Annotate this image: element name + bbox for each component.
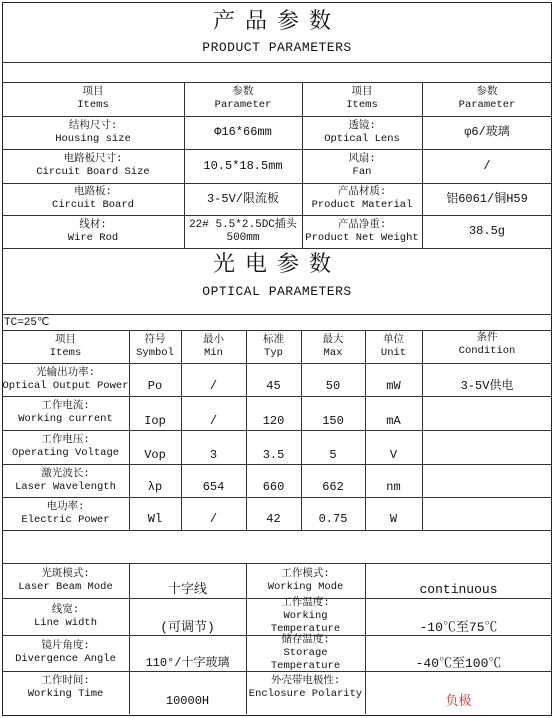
product-header-parameter-2: 参数 Parameter [458,86,516,111]
housing-size-value: Φ16*66mm [214,125,272,139]
optical-output-power-max: 50 [325,379,341,393]
working-temperature-label: 工作温度: Working Temperature [270,597,341,635]
operating-voltage-min: 3 [209,447,218,462]
optical-header-unit: 单位 Unit [380,333,407,359]
housing-size-label: 结构尺寸: Housing size [55,119,131,145]
optical-output-power-symbol: Po [147,379,163,393]
optical-header-min: 最小 Min [203,333,224,359]
net-weight-value: 38.5g [468,224,505,238]
working-mode-label: 工作模式: Working Mode [267,567,344,593]
optical-header-items: 项目 Items [49,333,82,359]
working-temperature-value: -10℃至75℃ [419,620,498,635]
fan-value: / [483,158,491,173]
working-current-unit: mA [386,413,401,428]
optical-lens-label: 透镜: Optical Lens [324,119,400,145]
laser-beam-mode-value: 十字线 [167,582,207,597]
product-header-items-2: 项目 Items [346,86,378,111]
working-current-max: 150 [322,413,344,428]
operating-voltage-max: 5 [329,447,337,462]
circuit-board-value: 3-5V/限流板 [206,191,279,206]
laser-wavelength-max: 662 [322,480,344,494]
working-current-typ: 120 [262,413,285,428]
optical-output-power-label: 光输出功率: Optical Output Power [2,366,129,392]
storage-temperature-label: 储存温度: Storage Temperature [270,633,341,672]
optical-header-max: 最大 Max [322,333,344,359]
divergence-angle-value: 110°/十字玻璃 [145,655,230,670]
storage-temperature-value: -40℃至100℃ [415,655,502,671]
divergence-angle-label: 镜片角度: Divergence Angle [15,640,116,665]
optical-header-symbol: 符号 Symbol [136,333,174,359]
electric-power-label: 电功率: Electric Power [21,500,110,526]
laser-wavelength-symbol: λp [147,480,163,494]
working-current-symbol: Iop [144,413,166,428]
net-weight-label: 产品净重: Product Net Weight [305,218,419,244]
laser-wavelength-unit: nm [386,480,401,494]
wire-rod-label: 线材: Wire Rod [67,218,119,244]
working-time-label: 工作时间: Working Time [27,675,104,700]
product-material-label: 产品材质: Product Material [311,186,413,211]
optical-output-power-typ: 45 [266,379,281,393]
optical-output-power-unit: mW [386,379,401,393]
optical-output-power-condition: 3-5V供电 [460,379,514,393]
optical-output-power-min: / [209,379,218,393]
laser-wavelength-typ: 660 [262,480,285,494]
product-material-value: 铝6061/铜H59 [446,191,528,206]
product-header-parameter-1: 参数 Parameter [214,86,272,111]
wire-rod-value: 22# 5.5*2.5DC插头 500mm [189,218,297,244]
working-mode-value: continuous [419,582,498,597]
optical-header-condition: 条件 Condition [458,332,516,357]
laser-wavelength-label: 激光波长: Laser Wavelength [15,467,116,493]
working-current-min: / [209,413,218,428]
fan-label: 风扇: Fan [348,153,376,178]
electric-power-min: / [209,511,218,526]
electric-power-typ: 42 [266,511,281,526]
product-title-en: PRODUCT PARAMETERS [202,39,352,55]
operating-voltage-symbol: Vop [144,447,166,462]
optical-lens-value: φ6/玻璃 [464,125,510,139]
circuit-board-size-value: 10.5*18.5mm [203,158,283,173]
optical-header-typ: 标准 Typ [263,333,284,359]
line-width-label: 线宽: Line width [33,603,97,629]
circuit-board-size-label: 电路板尺寸: Circuit Board Size [36,153,150,178]
circuit-board-label: 电路板: Circuit Board [52,186,134,211]
electric-power-unit: W [389,511,398,526]
working-time-value: 10000H [165,693,210,708]
operating-voltage-typ: 3.5 [262,447,285,462]
tc-note: TC=25℃ [4,317,50,329]
line-width-value: (可调节) [160,620,215,635]
enclosure-polarity-value: 负极 [445,693,472,709]
operating-voltage-label: 工作电压: Operating Voltage [11,434,120,459]
laser-beam-mode-label: 光斑模式: Laser Beam Mode [18,567,113,593]
working-current-label: 工作电流: Working current [18,400,113,425]
electric-power-symbol: Wl [147,511,163,526]
operating-voltage-unit: V [389,447,398,462]
electric-power-max: 0.75 [318,511,348,526]
optical-title-en: OPTICAL PARAMETERS [202,283,352,299]
laser-wavelength-min: 654 [202,480,225,494]
optical-title-cn: 光电参数 [212,251,341,277]
product-header-items-1: 项目 Items [77,86,109,111]
enclosure-polarity-label: 外壳带电极性: Enclosure Polarity [248,675,363,700]
product-title-cn: 产品参数 [212,8,341,34]
